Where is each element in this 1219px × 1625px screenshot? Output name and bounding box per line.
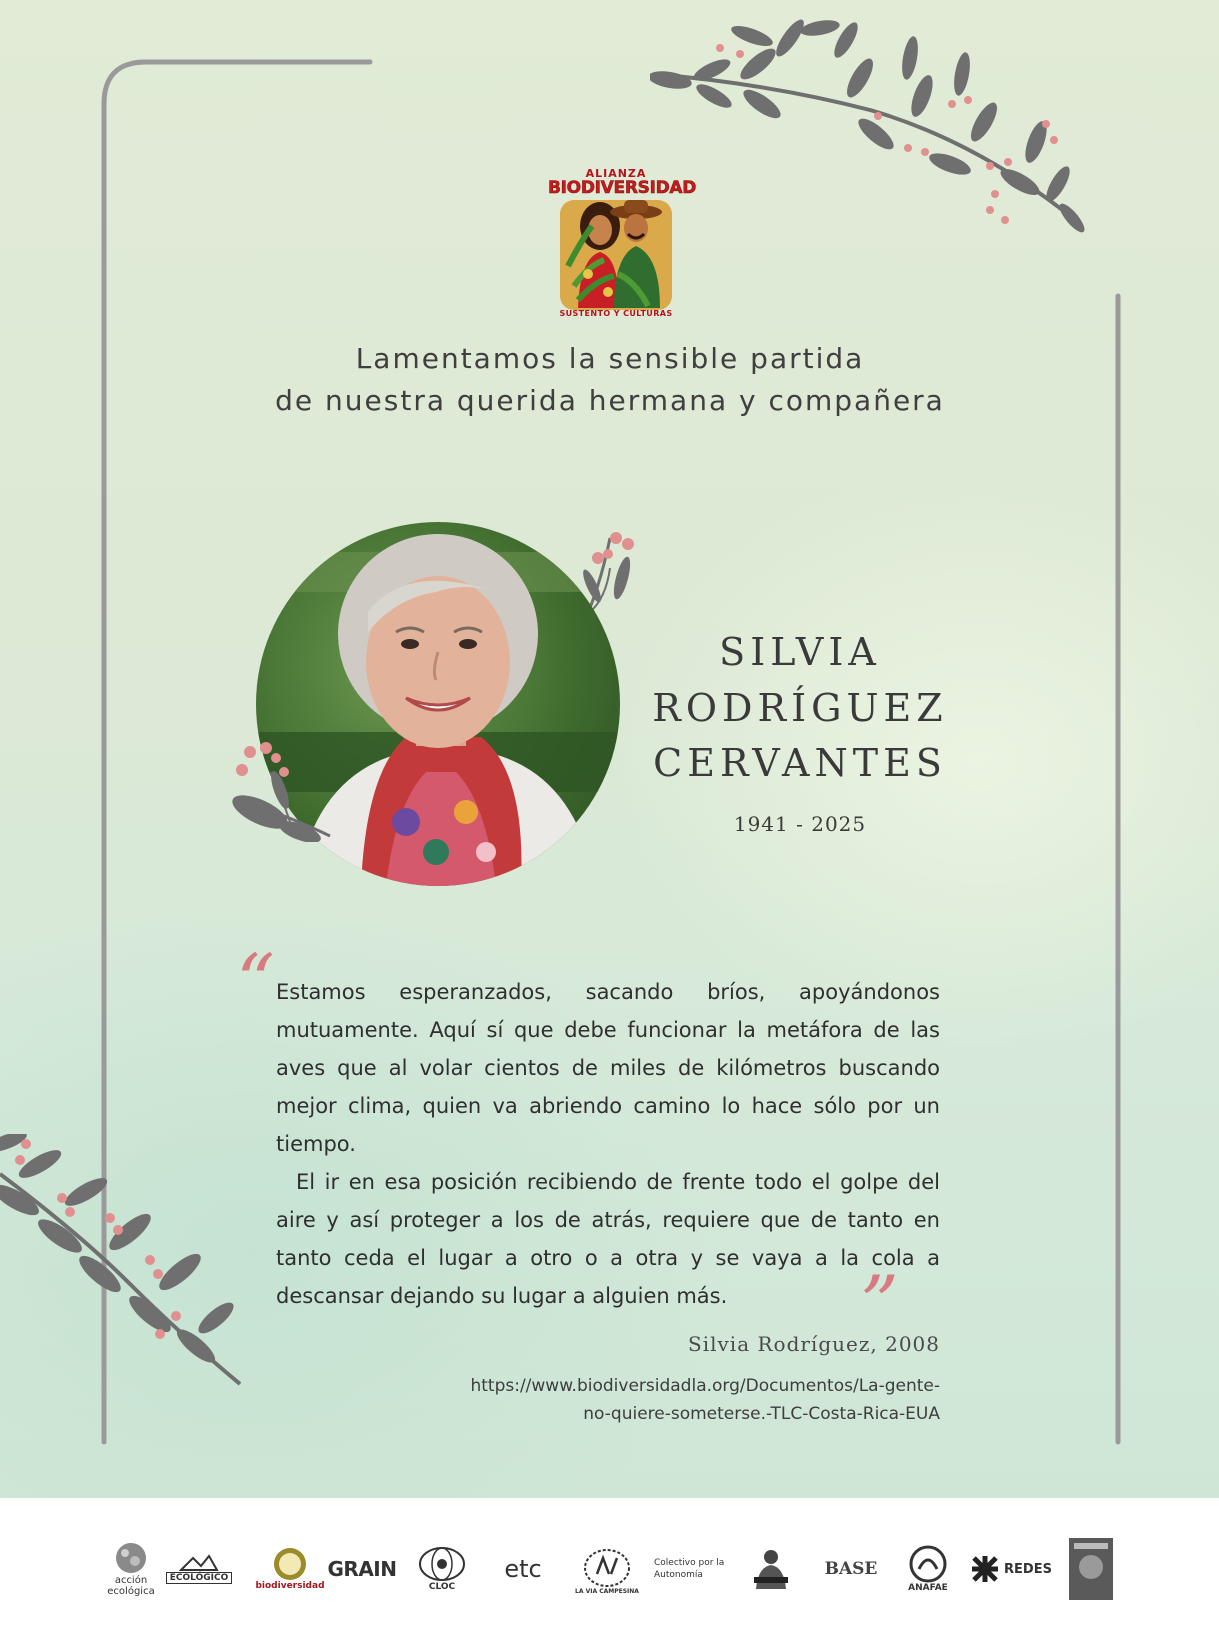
partner-anafae-label: ANAFAE — [908, 1583, 948, 1593]
partner-accion-label: acción ecológica — [107, 1575, 155, 1597]
partner-grain[interactable] — [328, 1536, 396, 1602]
branch-top-right-icon — [650, 14, 1130, 254]
branch-bottom-left-icon — [0, 1134, 260, 1394]
quote-paragraph-2: El ir en esa posición recibiendo de frente todo el golpe del aire y así proteger a los de atrás, requiere que de tanto en tanto ceda el lugar a otro o a otra y se vaya a la cola a descansar dejando su lugar a alguien más. — [276, 1170, 940, 1308]
heading-line-1: Lamentamos la sensible partida — [355, 342, 865, 375]
partner-logos-strip — [0, 1498, 1219, 1625]
partner-grain-label: GRAIN — [327, 1557, 397, 1581]
farmers-illustration-icon — [548, 196, 684, 316]
sprig-photo-bottom-icon — [220, 742, 340, 842]
via-campesina-icon — [581, 1544, 633, 1592]
open-quote-mark-icon: “ — [236, 937, 275, 1026]
partner-poster[interactable] — [1066, 1536, 1116, 1602]
name-first: SILVIA — [719, 630, 881, 674]
logo-line-biodiversidad: BIODIVERSIDAD — [548, 178, 697, 198]
source-link[interactable] — [360, 1372, 940, 1428]
partner-la-via-campesina[interactable] — [572, 1536, 642, 1602]
partner-colectivo-autonomia[interactable] — [652, 1536, 732, 1602]
anafae-icon — [909, 1545, 947, 1583]
redes-knot-icon — [970, 1554, 1000, 1584]
source-link-line-1[interactable]: https://www.biodiversidadla.org/Documentos/La-gente- — [470, 1376, 940, 1396]
partner-biodiversidad[interactable] — [252, 1536, 328, 1602]
name-last: CERVANTES — [653, 741, 947, 785]
partner-ecologico[interactable] — [166, 1536, 232, 1602]
partner-base-label: BASE — [824, 1559, 878, 1579]
partner-etc[interactable] — [488, 1536, 558, 1602]
partner-cloc-label: CLOC — [428, 1582, 456, 1592]
quote-block — [276, 973, 940, 1315]
heading-line-2: de nuestra querida hermana y compañera — [275, 384, 945, 417]
partner-etc-label: etc — [504, 1555, 542, 1583]
partner-via-label: LA VIA CAMPESINA — [575, 1587, 639, 1595]
mountain-icon — [179, 1554, 219, 1572]
quote-author: Silvia Rodríguez, 2008 — [688, 1332, 940, 1356]
partner-anafae[interactable] — [900, 1536, 956, 1602]
accion-ecologica-icon — [113, 1541, 149, 1575]
partner-cloc[interactable] — [412, 1536, 472, 1602]
partner-ecologico-label: ECOLÓGICO — [166, 1572, 232, 1584]
source-link-line-2[interactable]: no-quiere-someterse.-TLC-Costa-Rica-EUA — [583, 1404, 940, 1424]
partner-base[interactable] — [812, 1536, 890, 1602]
partner-colectivo-label: Colectivo por la Autonomía — [654, 1558, 725, 1580]
alianza-biodiversidad-logo — [548, 167, 697, 326]
partner-accion-ecologica[interactable] — [96, 1536, 166, 1602]
people-illustration-icon — [748, 1547, 794, 1591]
name-middle: RODRÍGUEZ — [652, 686, 948, 730]
quote-paragraph-1: Estamos esperanzados, sacando bríos, apoyándonos mutuamente. Aquí sí que debe funcionar la metáfora de las aves que al volar cientos de miles de kilómetros buscando mejor clima, quien va abriendo camino lo hace sólo por un tiempo. — [276, 980, 940, 1156]
partner-redes-label: REDES — [1004, 1561, 1052, 1577]
partner-illustrated[interactable] — [744, 1536, 798, 1602]
close-quote-mark-icon: ” — [860, 1259, 899, 1348]
logo-line-alianza: ALIANZA — [585, 167, 647, 180]
logo-line-sustento: SUSTENTO Y CULTURAS — [559, 309, 673, 318]
poster-thumbnail-icon — [1068, 1537, 1114, 1601]
partner-biodiversidad-label: biodiversidad — [255, 1581, 325, 1591]
biodiversidad-seal-icon — [273, 1547, 307, 1581]
partner-redes[interactable] — [966, 1536, 1056, 1602]
cloc-globe-icon — [418, 1546, 466, 1582]
life-years: 1941 - 2025 — [733, 812, 867, 836]
